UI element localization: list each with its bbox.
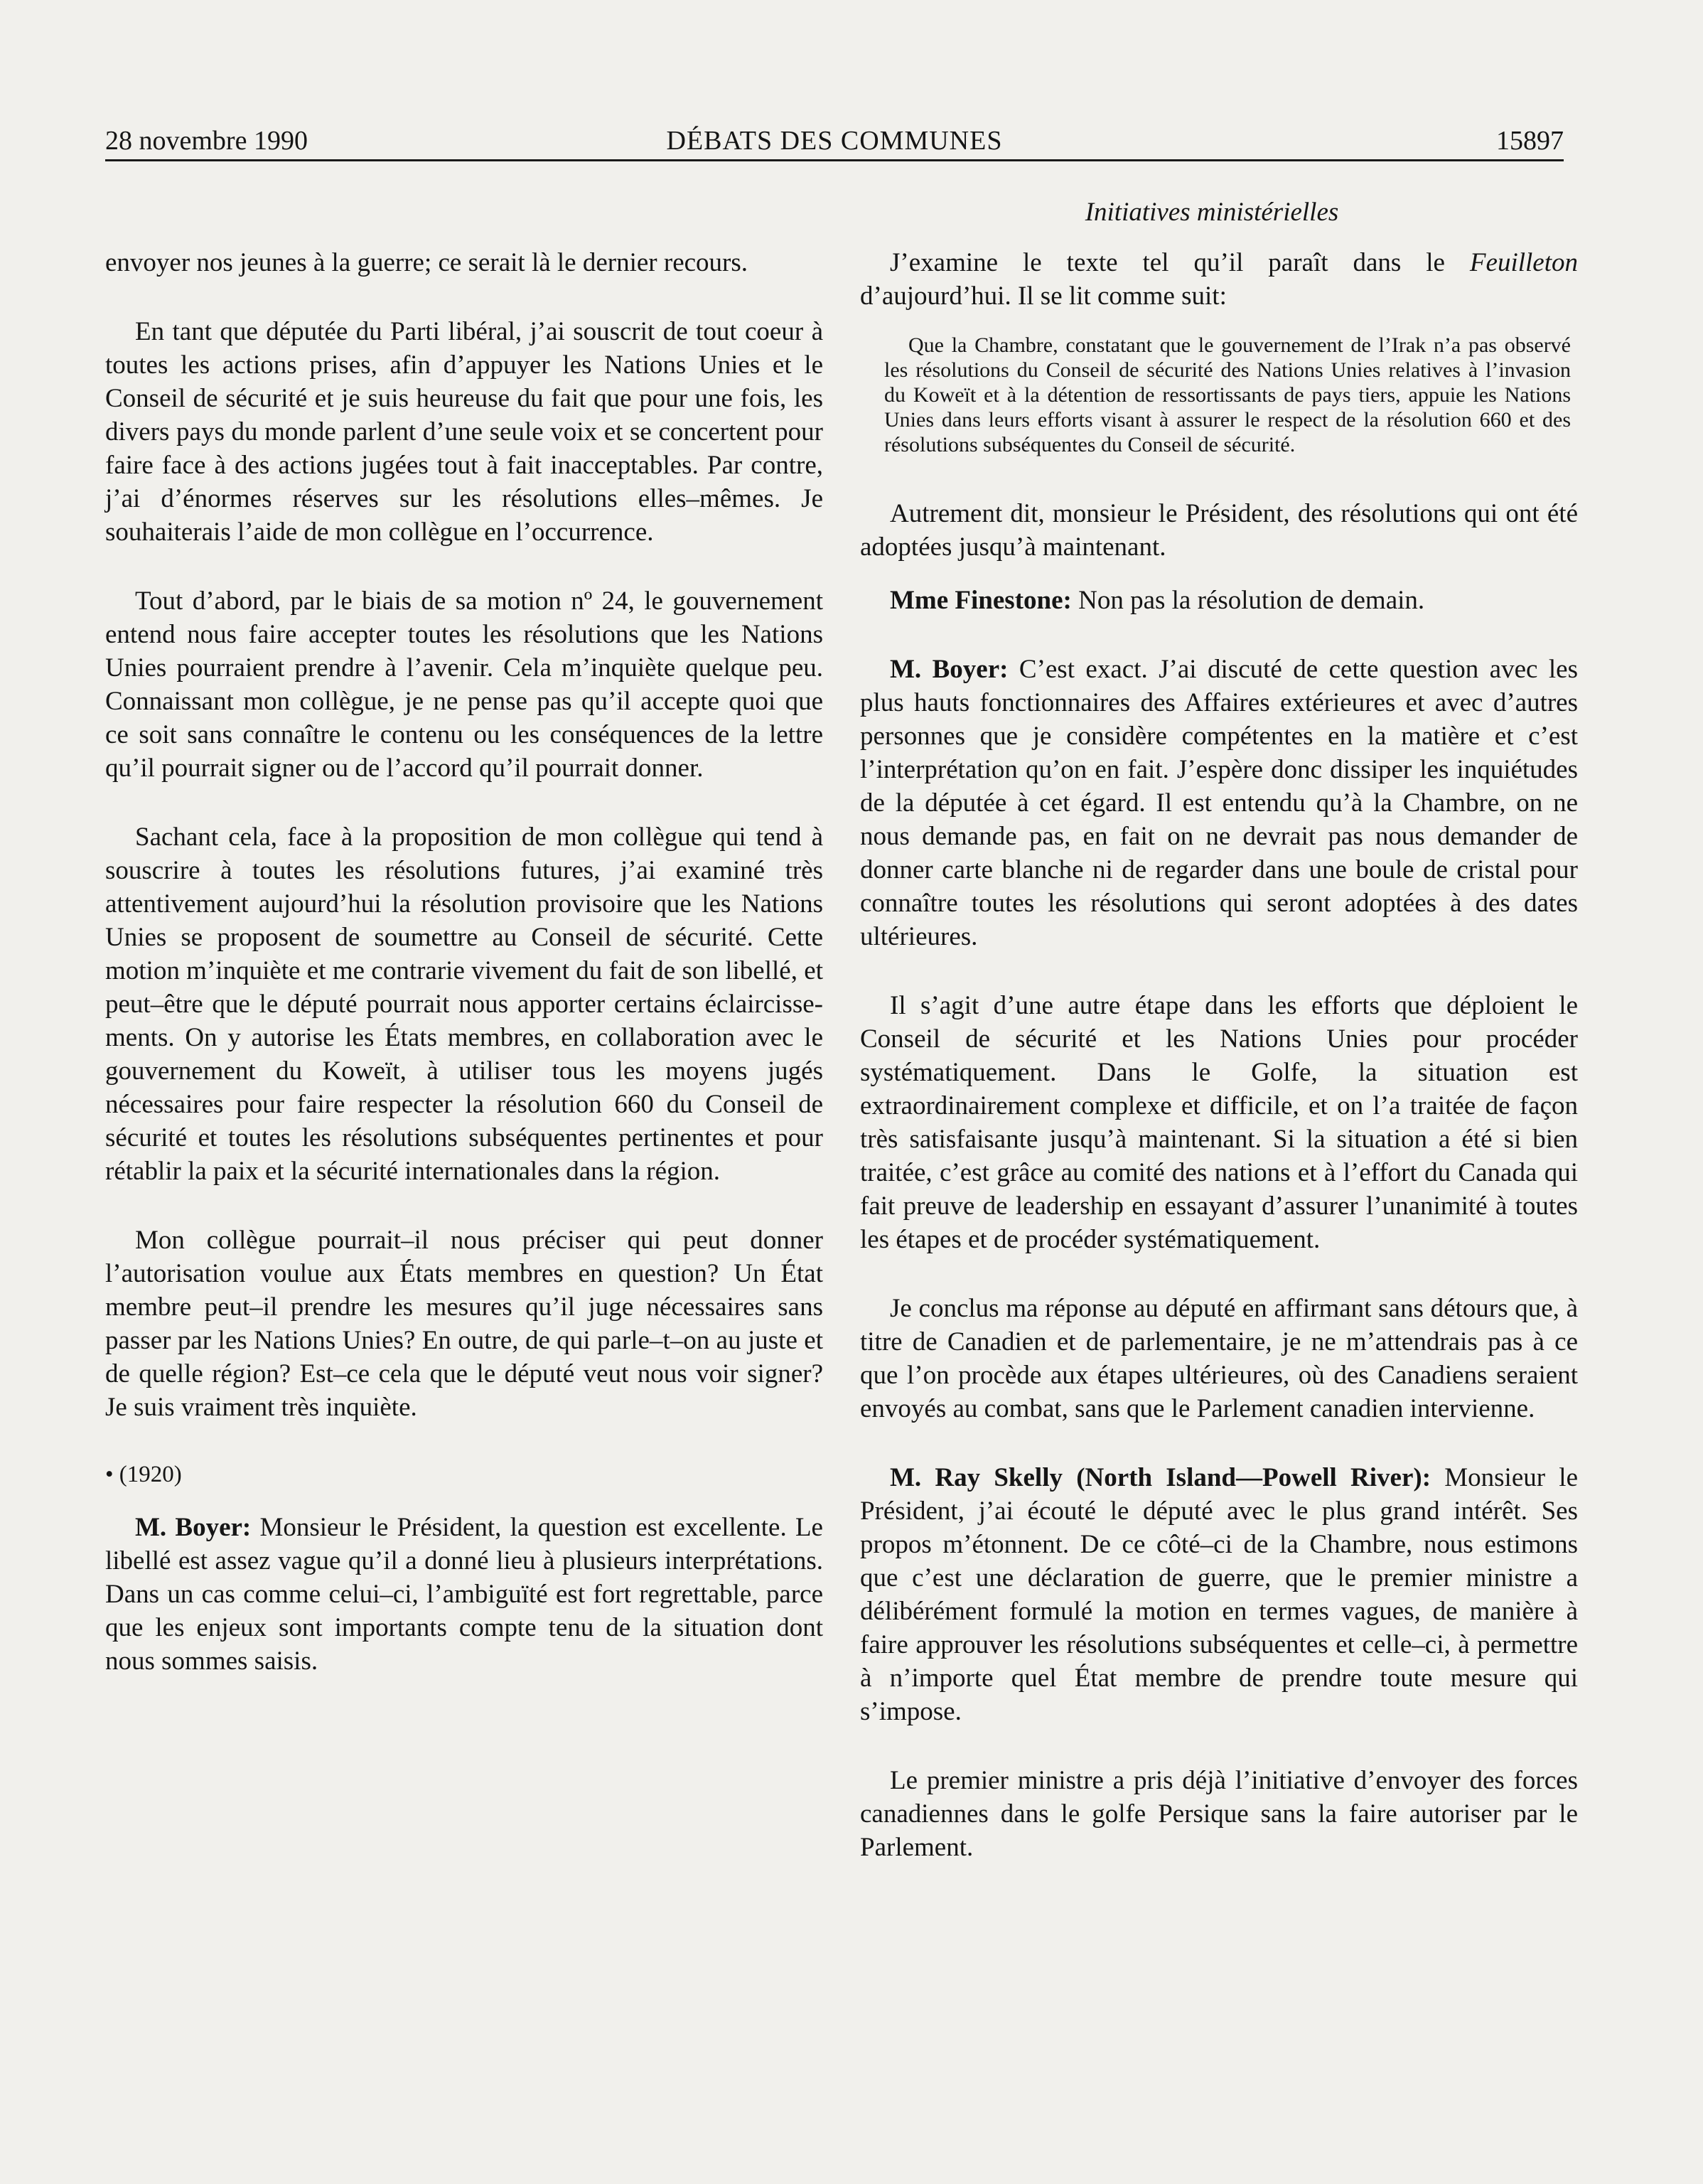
speech-paragraph [860,653,1578,953]
motion-quote [860,333,1578,457]
page-header [105,124,1564,161]
italic-text: Feuilleton [1469,248,1578,277]
paragraph [860,246,1578,313]
paragraph: Le premier ministre a pris déjà l’initiative d’envoyer des forces canadiennes dans le golfe Persique sans la faire autoriser par le Parlement. [860,1766,1578,1862]
left-column [105,246,823,1678]
speech-paragraph [860,584,1578,617]
paragraph: Je conclus ma réponse au député en affirmant sans détours que, à titre de Canadien et de parlementaire, je ne m’attendrais pas à ce que l’on procède aux étapes ultérieures, où des Canadiens seraient envoyés au combat, sans que le Parlement canadien intervienne. [860,1294,1578,1423]
section-label: Initiatives ministérielles [1085,198,1339,227]
right-column [860,246,1578,1864]
speaker-name: M. Boyer: [135,1513,252,1542]
text-run: d’aujourd’hui. Il se lit comme suit: [860,282,1227,311]
header-title: DÉBATS DES COMMUNES [666,126,1003,156]
speaker-name: M. Ray Skelly (North Island—Powell River): [890,1463,1431,1492]
speech-text: Monsieur le Président, la question est excellente. Le libellé est assez vague qu’il a donné lieu à plusieurs interprétations. Dans un cas comme celui–ci, l’ambiguïté est fort regrettable, parce que les enjeux sont importants compte tenu de la situation dont nous sommes saisis. [105,1513,823,1676]
speech-text: Non pas la résolution de demain. [1071,586,1425,615]
paragraph: Mon collègue pourrait–il nous préciser qui peut donner l’autorisation voulue aux États membres en question? Un État membre peut–il prendre les mesures qu’il juge nécessaires sans passer par les Nations Unies? En outre, de qui parle–t–on au juste et de quelle région? Est–ce cela que le député veut nous voir signer? Je suis vraiment très inquiète. [105,1226,823,1422]
time-marker: • (1920) [105,1462,182,1487]
speaker-name: M. Boyer: [890,655,1009,684]
speaker-name: Mme Finestone: [890,586,1072,615]
paragraph: Autrement dit, monsieur le Président, des résolutions qui ont été adoptées jusqu’à maintenant. [860,499,1578,562]
quote-text: Que la Chambre, constatant que le gouvernement de l’Irak n’a pas observé les résolutions du Conseil de sécurité des Nations Unies relatives à l’invasion du Koweït et à la détention de ressortissants de pays tiers, appuie les Nations Unies dans leurs efforts visant à assurer le respect de la résolution 660 et des résolutions subséquentes du Conseil de sécurité. [884,333,1571,456]
header-date: 28 novembre 1990 [105,126,308,156]
page-number: 15897 [1496,126,1564,156]
paragraph: envoyer nos jeunes à la guerre; ce serait là le dernier recours. [105,248,748,277]
speech-text: C’est exact. J’ai discuté de cette question avec les plus hauts fonctionnaires des Affaires extérieures et avec d’autres personnes que je considère compétentes en la matière et c’est l’interprétation qu’on en fait. J’espère donc dissiper les inquiétudes de la députée à cet égard. Il est entendu qu’à la Chambre, on ne nous demande pas, en fait on ne devrait pas nous demander de donner carte blanche ni de regarder dans une boule de cristal pour connaître toutes les résolutions qui seront adoptées à des dates ultérieures. [860,655,1578,951]
text-run: J’examine le texte tel qu’il paraît dans le [890,248,1470,277]
paragraph: En tant que députée du Parti libéral, j’ai souscrit de tout coeur à toutes les actions prises, afin d’appuyer les Nations Unies et le Conseil de sécurité et je suis heureuse du fait que pour une fois, les divers pays du monde parlent d’une seule voix et se concertent pour faire face à des actions jugées tout à fait inacceptables. Par contre, j’ai d’énormes réserves sur les résolutions elles–mêmes. Je souhaiterais l’aide de mon collègue en l’occurrence. [105,317,823,547]
speech-paragraph [105,1511,823,1678]
paragraph: Sachant cela, face à la proposition de mon collègue qui tend à souscrire à toutes les résolutions futures, j’ai examiné très attentivement aujourd’hui la résolution provisoire que les Nations Unies se proposent de soumettre au Conseil de sécurité. Cette motion m’inquiète et me contrarie vivement du fait de son libellé, et peut–être que le député pourrait nous apporter certains éclaircissements. On y autorise les États membres, en collaboration avec le gouvernement du Koweït, à utiliser tous les moyens jugés nécessaires pour faire respecter la résolution 660 du Conseil de sécurité et toutes les résolutions subséquentes pertinentes et pour rétablir la paix et la sécurité internationales dans la région. [105,823,823,1186]
paragraph: Tout d’abord, par le biais de sa motion nº 24, le gouvernement entend nous faire accepter toutes les résolutions que les Nations Unies pourraient prendre à l’avenir. Cela m’inquiète quelque peu. Connaissant mon collègue, je ne pense pas qu’il accepte quoi que ce soit sans connaître le contenu ou les conséquences de la lettre qu’il pourrait signer ou de l’accord qu’il pourrait donner. [105,587,823,783]
speech-text: Monsieur le Président, j’ai écouté le député avec le plus grand intérêt. Ses propos m’étonnent. De ce côté–ci de la Chambre, nous estimons que c’est une déclaration de guerre, que le premier ministre a délibérément formulé la motion en termes vagues, de manière à faire approuver les résolutions subséquentes et celle–ci, à permettre à n’importe quel État membre de prendre toute mesure qui s’impose. [860,1463,1578,1726]
paragraph: Il s’agit d’une autre étape dans les efforts que déploient le Conseil de sécurité et les Nations Unies pour procéder systématiquement. Dans le Golfe, la situation est extraordinairement complexe et difficile, et on l’a traitée de façon très satisfaisante jusqu’à maintenant. Si la situation a été si bien traitée, c’est grâce au comité des nations et à l’effort du Canada qui fait preuve de leadership en essayant d’assurer l’unanimité à toutes les étapes et de procéder systématiquement. [860,991,1578,1254]
speech-paragraph [860,1461,1578,1728]
